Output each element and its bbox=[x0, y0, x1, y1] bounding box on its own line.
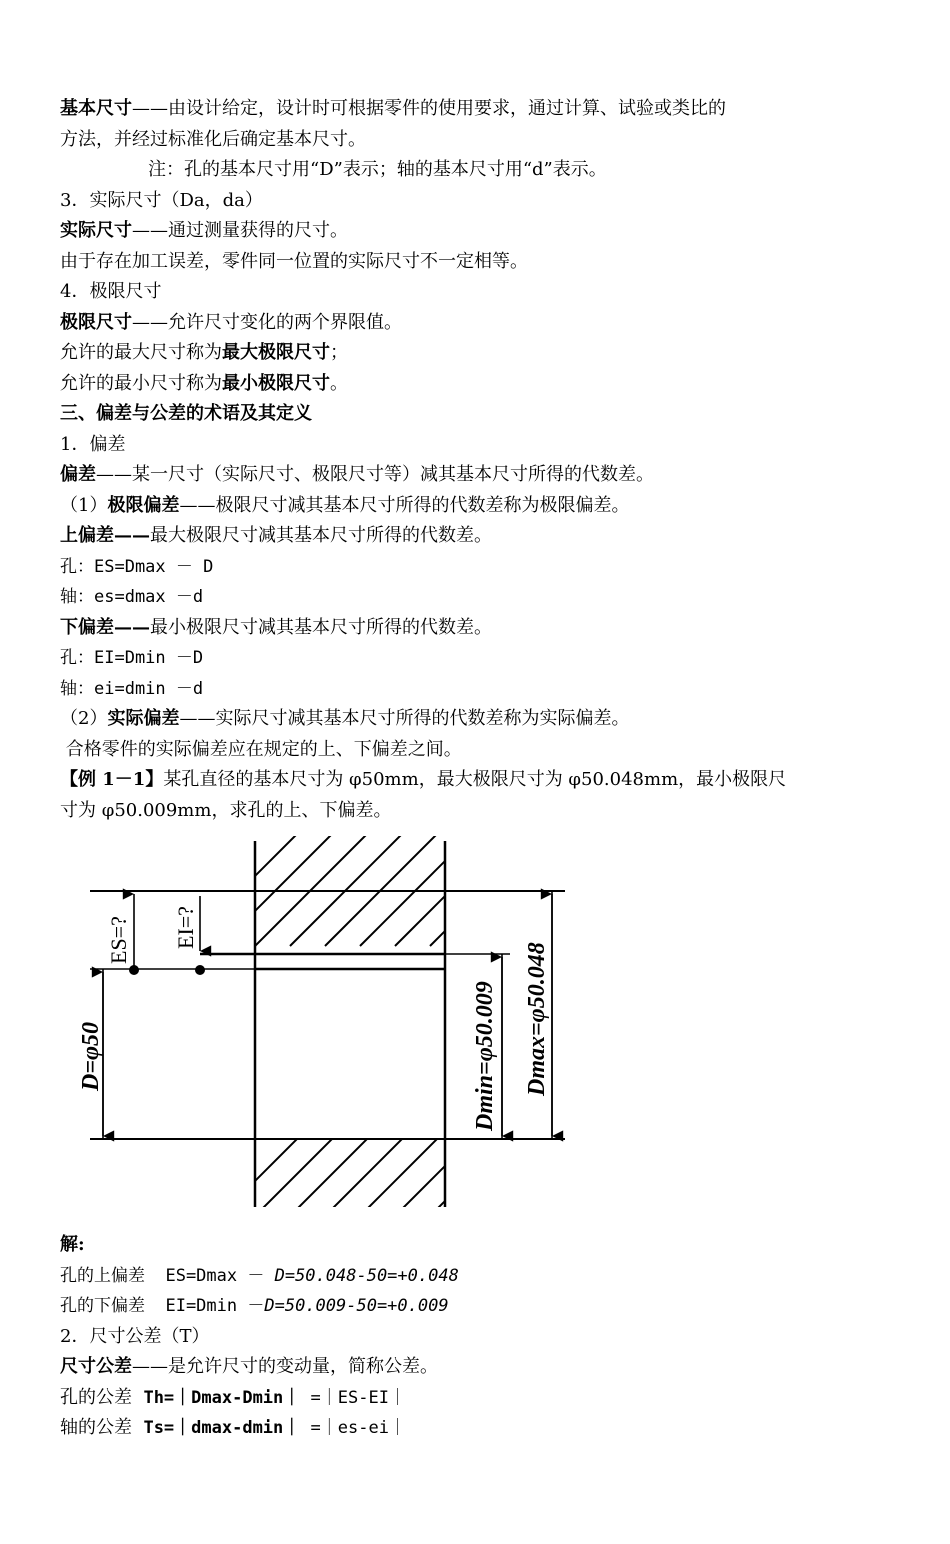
hole-tolerance-expr: Th=｜Dmax-Dmin｜ bbox=[143, 1387, 301, 1408]
lower-deviation-definition bbox=[60, 613, 900, 644]
basic-size-definition bbox=[60, 94, 900, 125]
tolerance-text: ——是允许尺寸的变动量，简称公差。 bbox=[132, 1356, 438, 1377]
formula-es-hole: 孔：ES=Dmax － D bbox=[60, 556, 214, 577]
shaft-tolerance-prefix: 轴的公差 bbox=[60, 1417, 144, 1438]
actual-deviation-number: （2） bbox=[60, 708, 108, 729]
heading-limit-size: 4．极限尺寸 bbox=[60, 281, 162, 302]
dmax-label: Dmax=φ50.048 bbox=[524, 942, 550, 1096]
solution-heading: 解: bbox=[60, 1234, 85, 1255]
term-limit-size: 极限尺寸 bbox=[60, 311, 132, 333]
d-label: D=φ50 bbox=[78, 1021, 104, 1091]
limit-size-definition bbox=[60, 308, 900, 339]
solution-ei-calc: D=50.009-50=+0.009 bbox=[264, 1296, 449, 1316]
limit-deviation-text: ——极限尺寸减其基本尺寸所得的代数差称为极限偏差。 bbox=[179, 494, 630, 516]
deviation-text: ——某一尺寸（实际尺寸、极限尺寸等）减其基本尺寸所得的代数差。 bbox=[96, 464, 654, 485]
term-actual-deviation: 实际偏差 bbox=[107, 708, 180, 729]
solution-body bbox=[60, 1230, 900, 1444]
shaft-tolerance-expr: Ts=｜dmax-dmin｜ bbox=[143, 1418, 301, 1438]
heading-size-tolerance: 2．尺寸公差（T） bbox=[60, 1325, 210, 1347]
example-tag: 【例 1－1】 bbox=[60, 769, 164, 790]
min-limit-suffix: 。 bbox=[330, 372, 348, 394]
actual-size-definition bbox=[60, 216, 900, 247]
deviation-diagram-svg bbox=[60, 836, 620, 1216]
qualified-part-note: 合格零件的实际偏差应在规定的上、下偏差之间。 bbox=[60, 738, 462, 760]
term-actual-size: 实际尺寸 bbox=[60, 220, 132, 241]
actual-size-note: 由于存在加工误差，零件同一位置的实际尺寸不一定相等。 bbox=[60, 250, 528, 272]
min-limit-line bbox=[60, 369, 900, 400]
document-body bbox=[60, 94, 900, 826]
max-limit-prefix: 允许的最大尺寸称为 bbox=[60, 342, 222, 363]
example-line-1 bbox=[60, 765, 900, 796]
deviation-definition bbox=[60, 460, 900, 491]
limit-size-text: ——允许尺寸变化的两个界限值。 bbox=[132, 311, 402, 333]
term-size-tolerance: 尺寸公差 bbox=[60, 1356, 132, 1377]
shaft-tolerance-result: =｜es-ei｜ bbox=[300, 1418, 406, 1438]
max-limit-suffix: ； bbox=[330, 342, 348, 363]
formula-ei-shaft: 轴：ei=dmin －d bbox=[60, 678, 204, 699]
ei-label: EI=? bbox=[173, 906, 198, 949]
tolerance-definition bbox=[60, 1352, 900, 1383]
basic-size-text-cont: 方法，并经过标准化后确定基本尺寸。 bbox=[60, 128, 366, 150]
deviation-diagram bbox=[60, 836, 620, 1216]
formula-ei-hole: 孔：EI=Dmin －D bbox=[60, 648, 204, 668]
solution-es-calc: D=50.048-50=+0.048 bbox=[274, 1265, 459, 1286]
term-limit-deviation: 极限偏差 bbox=[107, 494, 180, 516]
es-label: ES=? bbox=[106, 916, 131, 964]
dmin-label: Dmin=φ50.009 bbox=[472, 981, 498, 1131]
upper-deviation-text: 最大极限尺寸减其基本尺寸所得的代数差。 bbox=[150, 525, 492, 546]
shaft-tolerance-formula bbox=[60, 1413, 900, 1444]
hole-tolerance-formula bbox=[60, 1383, 900, 1414]
limit-deviation-number: （1） bbox=[60, 494, 108, 516]
term-basic-size: 基本尺寸 bbox=[60, 98, 132, 119]
hole-tolerance-prefix: 孔的公差 bbox=[60, 1386, 144, 1408]
max-limit-line bbox=[60, 338, 900, 369]
term-max-limit: 最大极限尺寸 bbox=[222, 342, 330, 363]
upper-deviation-definition bbox=[60, 521, 900, 552]
heading-deviation: 1．偏差 bbox=[60, 433, 126, 455]
actual-deviation-definition bbox=[60, 704, 900, 735]
term-min-limit: 最小极限尺寸 bbox=[222, 372, 330, 394]
example-text: 某孔直径的基本尺寸为 φ50mm，最大极限尺寸为 φ50.048mm，最小极限尺 bbox=[163, 769, 787, 790]
actual-size-text: ——通过测量获得的尺寸。 bbox=[132, 220, 348, 241]
limit-deviation-definition bbox=[60, 491, 900, 522]
term-lower-deviation: 下偏差—— bbox=[60, 616, 150, 638]
example-line-2: 寸为 φ50.009mm，求孔的上、下偏差。 bbox=[60, 799, 392, 821]
min-limit-prefix: 允许的最小尺寸称为 bbox=[60, 372, 222, 394]
solution-es-prefix: 孔的上偏差 ES=Dmax － bbox=[60, 1265, 275, 1286]
section-heading-deviation-tolerance: 三、偏差与公差的术语及其定义 bbox=[60, 403, 312, 424]
es-point bbox=[129, 965, 139, 975]
basic-size-note: 注：孔的基本尺寸用“D”表示；轴的基本尺寸用“d”表示。 bbox=[148, 159, 607, 180]
formula-es-shaft: 轴：es=dmax －d bbox=[60, 587, 204, 607]
solution-ei-prefix: 孔的下偏差 EI=Dmin － bbox=[60, 1296, 265, 1316]
basic-size-text: ——由设计给定，设计时可根据零件的使用要求，通过计算、试验或类比的 bbox=[132, 98, 726, 119]
hole-tolerance-result: =｜ES-EI｜ bbox=[300, 1387, 406, 1408]
lower-deviation-text: 最小极限尺寸减其基本尺寸所得的代数差。 bbox=[150, 616, 492, 638]
actual-deviation-text: ——实际尺寸减其基本尺寸所得的代数差称为实际偏差。 bbox=[179, 708, 630, 729]
heading-actual-size: 3．实际尺寸（Da，da） bbox=[60, 189, 263, 211]
ei-point bbox=[195, 965, 205, 975]
term-deviation: 偏差 bbox=[60, 464, 96, 485]
solution-lower-deviation bbox=[60, 1291, 900, 1322]
term-upper-deviation: 上偏差—— bbox=[60, 525, 150, 546]
solution-upper-deviation bbox=[60, 1261, 900, 1292]
